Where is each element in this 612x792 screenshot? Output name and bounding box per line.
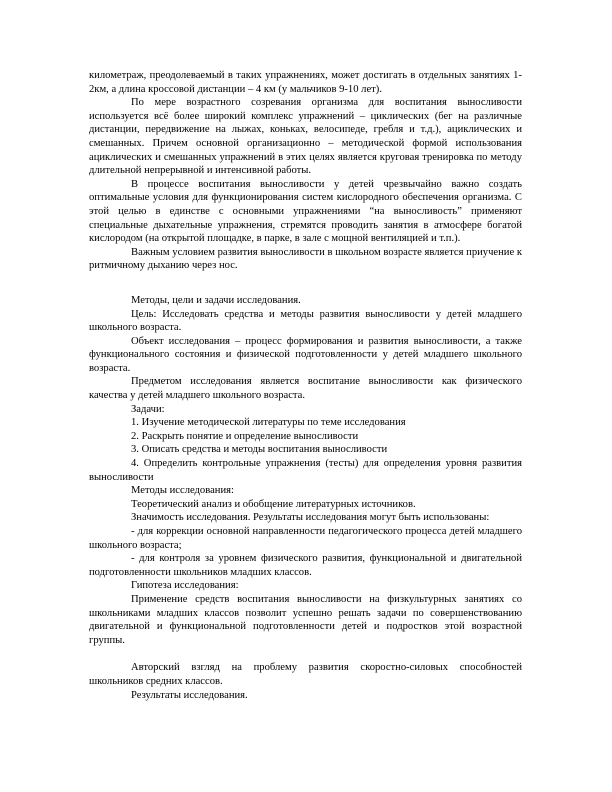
task-item-1: 1. Изучение методической литературы по теме исследования (131, 417, 406, 429)
task-item-3: 3. Описать средства и методы воспитания выносливости (131, 444, 388, 456)
task-item-2: 2. Раскрыть понятие и определение выносливости (131, 430, 359, 442)
section-heading-methods: Методы, цели и задачи исследования. (131, 294, 301, 306)
paragraph-subject: Предметом исследования является воспитание выносливости как физического качества у детей младшего школьного возраста. (89, 376, 522, 402)
significance-item-2: - для контроля за уровнем физического развития, функциональной и двигательной подготовленности школьников младших классов. (89, 553, 522, 578)
paragraph-rhythmic-breathing: Важным условием развития выносливости в школьном возрасте является приучение к ритмичному дыханию через нос. (89, 246, 522, 272)
task-item-4: 4. Определить контрольные упражнения (тесты) для определения уровня развития выносливости (89, 458, 522, 483)
paragraph-hypothesis: Применение средств воспитания выносливости на физкультурных занятиях со школьниками младших классов позволит успешно решать задачи по совершенствованию двигательной и функциональной подготовленности детей и подростков этой возрастной группы. (89, 593, 522, 646)
paragraph-exercise-complex: По мере возрастного созревания организма для воспитания выносливости используется всё более широкий комплекс упражнений – циклических (бег на различные дистанции, передвижение на лыжах, коньках, велосипеде, гребля и т.д.), ациклических и смешанных. Причем основной организационно – методической формой использования ациклических и смешанных упражнений в этих целях является круговая тренировка по методу длительной непрерывной и интенсивной работы. (89, 97, 522, 177)
spacer (89, 647, 522, 661)
label-tasks: Задачи: (131, 403, 165, 415)
spacer (89, 273, 522, 294)
paragraph-object: Объект исследования – процесс формирования и развития выносливости, а также функционального состояния и физической подготовленности у детей младшего школьного возраста. (89, 335, 522, 374)
paragraph-distance: километраж, преодолеваемый в таких упражнениях, может достигать в отдельных занятиях 1-2км, а длина кроссовой дистанции – 4 км (у мальчиков 9-10 лет). (89, 70, 522, 95)
paragraph-significance: Значимость исследования. Результаты исследования могут быть использованы: (131, 512, 490, 524)
significance-item-1: - для коррекции основной направленности педагогического процесса детей младшего школьного возраста; (89, 526, 522, 551)
document-page (89, 69, 522, 702)
label-hypothesis: Гипотеза исследования: (131, 580, 239, 592)
paragraph-author-view: Авторский взгляд на проблему развития скоростно-силовых способностей школьников средних классов. (89, 662, 522, 687)
paragraph-theoretical-analysis: Теоретический анализ и обобщение литературных источников. (131, 498, 416, 510)
label-research-methods: Методы исследования: (131, 485, 234, 497)
paragraph-goal: Цель: Исследовать средства и методы развития выносливости у детей младшего школьного возраста. (89, 308, 522, 334)
paragraph-oxygen-conditions: В процессе воспитания выносливости у детей чрезвычайно важно создать оптимальные условия для функционирования систем кислородного обеспечения организма. С этой целью в единстве с основными упражнениями “на выносливость” применяют специальные дыхательные упражнения, стремятся проводить занятия в атмосфере богатой кислородом (на открытой площадке, в парке, в зале с мощной вентиляцией и т.п.). (89, 178, 522, 245)
label-results: Результаты исследования. (131, 689, 248, 701)
